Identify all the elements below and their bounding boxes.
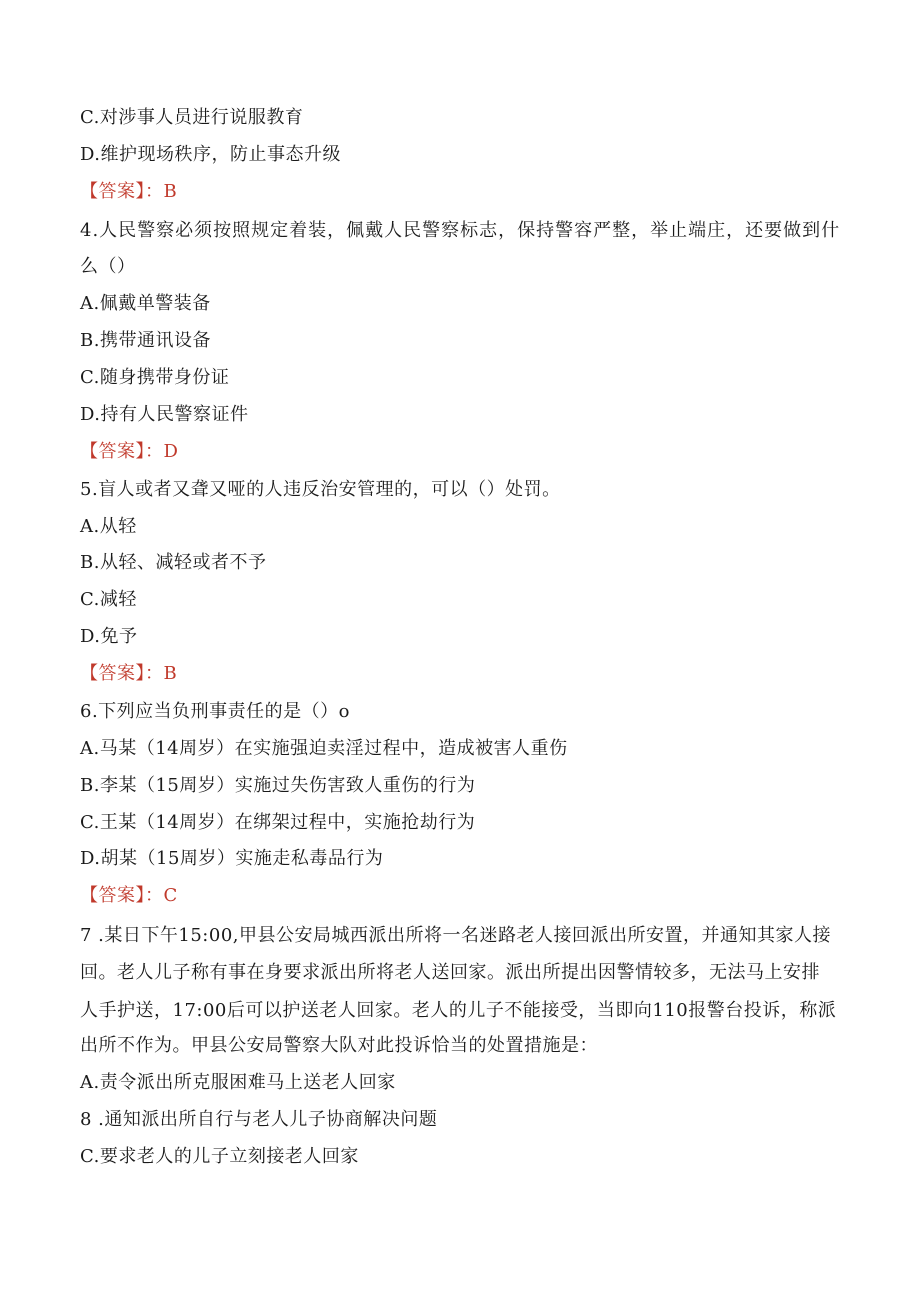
answer-value: B bbox=[163, 663, 178, 684]
q4-option-c: C.随身携带身份证 bbox=[80, 367, 230, 388]
q7-option-a: A.责令派出所克服困难马上送老人回家 bbox=[80, 1072, 396, 1093]
q6-stem: 6.下列应当负刑事责任的是（）o bbox=[80, 701, 351, 722]
q3-option-c: C.对涉事人员进行说服教育 bbox=[80, 107, 304, 128]
q7-option-c: C.要求老人的儿子立刻接老人回家 bbox=[80, 1146, 359, 1167]
q5-option-d: D.免予 bbox=[80, 626, 138, 647]
answer-label: 【答案】： bbox=[80, 181, 164, 202]
q4-stem-line-1: 4.人民警察必须按照规定着装，佩戴人民警察标志，保持警容严整，举止端庄，还要做到什 bbox=[80, 220, 841, 241]
answer-label: 【答案】： bbox=[80, 441, 164, 462]
q5-answer bbox=[80, 662, 177, 686]
q5-option-b: B.从轻、减轻或者不予 bbox=[80, 552, 267, 573]
q3-option-d: D.维护现场秩序，防止事态升级 bbox=[80, 144, 342, 165]
q7-stem-line-4: 出所不作为。甲县公安局警察大队对此投诉恰当的处置措施是： bbox=[80, 1035, 598, 1056]
q7-option-b: 8 .通知派出所自行与老人儿子协商解决问题 bbox=[80, 1109, 438, 1130]
q5-option-c: C.减轻 bbox=[80, 589, 137, 610]
q6-option-a: A.马某（14周岁）在实施强迫卖淫过程中，造成被害人重伤 bbox=[80, 738, 568, 759]
q4-option-a: A.佩戴单警装备 bbox=[80, 293, 211, 314]
q4-option-b: B.携带通讯设备 bbox=[80, 330, 211, 351]
q5-option-a: A.从轻 bbox=[80, 516, 137, 537]
answer-value: D bbox=[163, 441, 179, 462]
q6-option-c: C.王某（14周岁）在绑架过程中，实施抢劫行为 bbox=[80, 812, 476, 833]
q6-option-b: B.李某（15周岁）实施过失伤害致人重伤的行为 bbox=[80, 775, 476, 796]
answer-value: C bbox=[163, 885, 178, 906]
q7-stem-line-3: 人手护送，17:00后可以护送老人回家。老人的儿子不能接受，当即向110报警台投诉，称派 bbox=[80, 1000, 837, 1021]
q4-answer bbox=[80, 440, 178, 464]
q7-stem-line-2: 回。老人儿子称有事在身要求派出所将老人送回家。派出所提出因警情较多，无法马上安排 bbox=[80, 962, 820, 983]
q7-stem-line-1: 7 .某日下午15:00,甲县公安局城西派出所将一名迷路老人接回派出所安置，并通知其家人接 bbox=[80, 925, 831, 946]
q6-option-d: D.胡某（15周岁）实施走私毒品行为 bbox=[80, 848, 384, 869]
q6-answer bbox=[80, 884, 178, 908]
q4-option-d: D.持有人民警察证件 bbox=[80, 404, 249, 425]
answer-label: 【答案】： bbox=[80, 885, 164, 906]
answer-label: 【答案】： bbox=[80, 663, 164, 684]
answer-value: B bbox=[163, 181, 178, 202]
q3-answer bbox=[80, 180, 177, 204]
q4-stem-line-2: 么（） bbox=[80, 256, 136, 277]
q5-stem: 5.盲人或者又聋又哑的人违反治安管理的，可以（）处罚。 bbox=[80, 479, 561, 500]
